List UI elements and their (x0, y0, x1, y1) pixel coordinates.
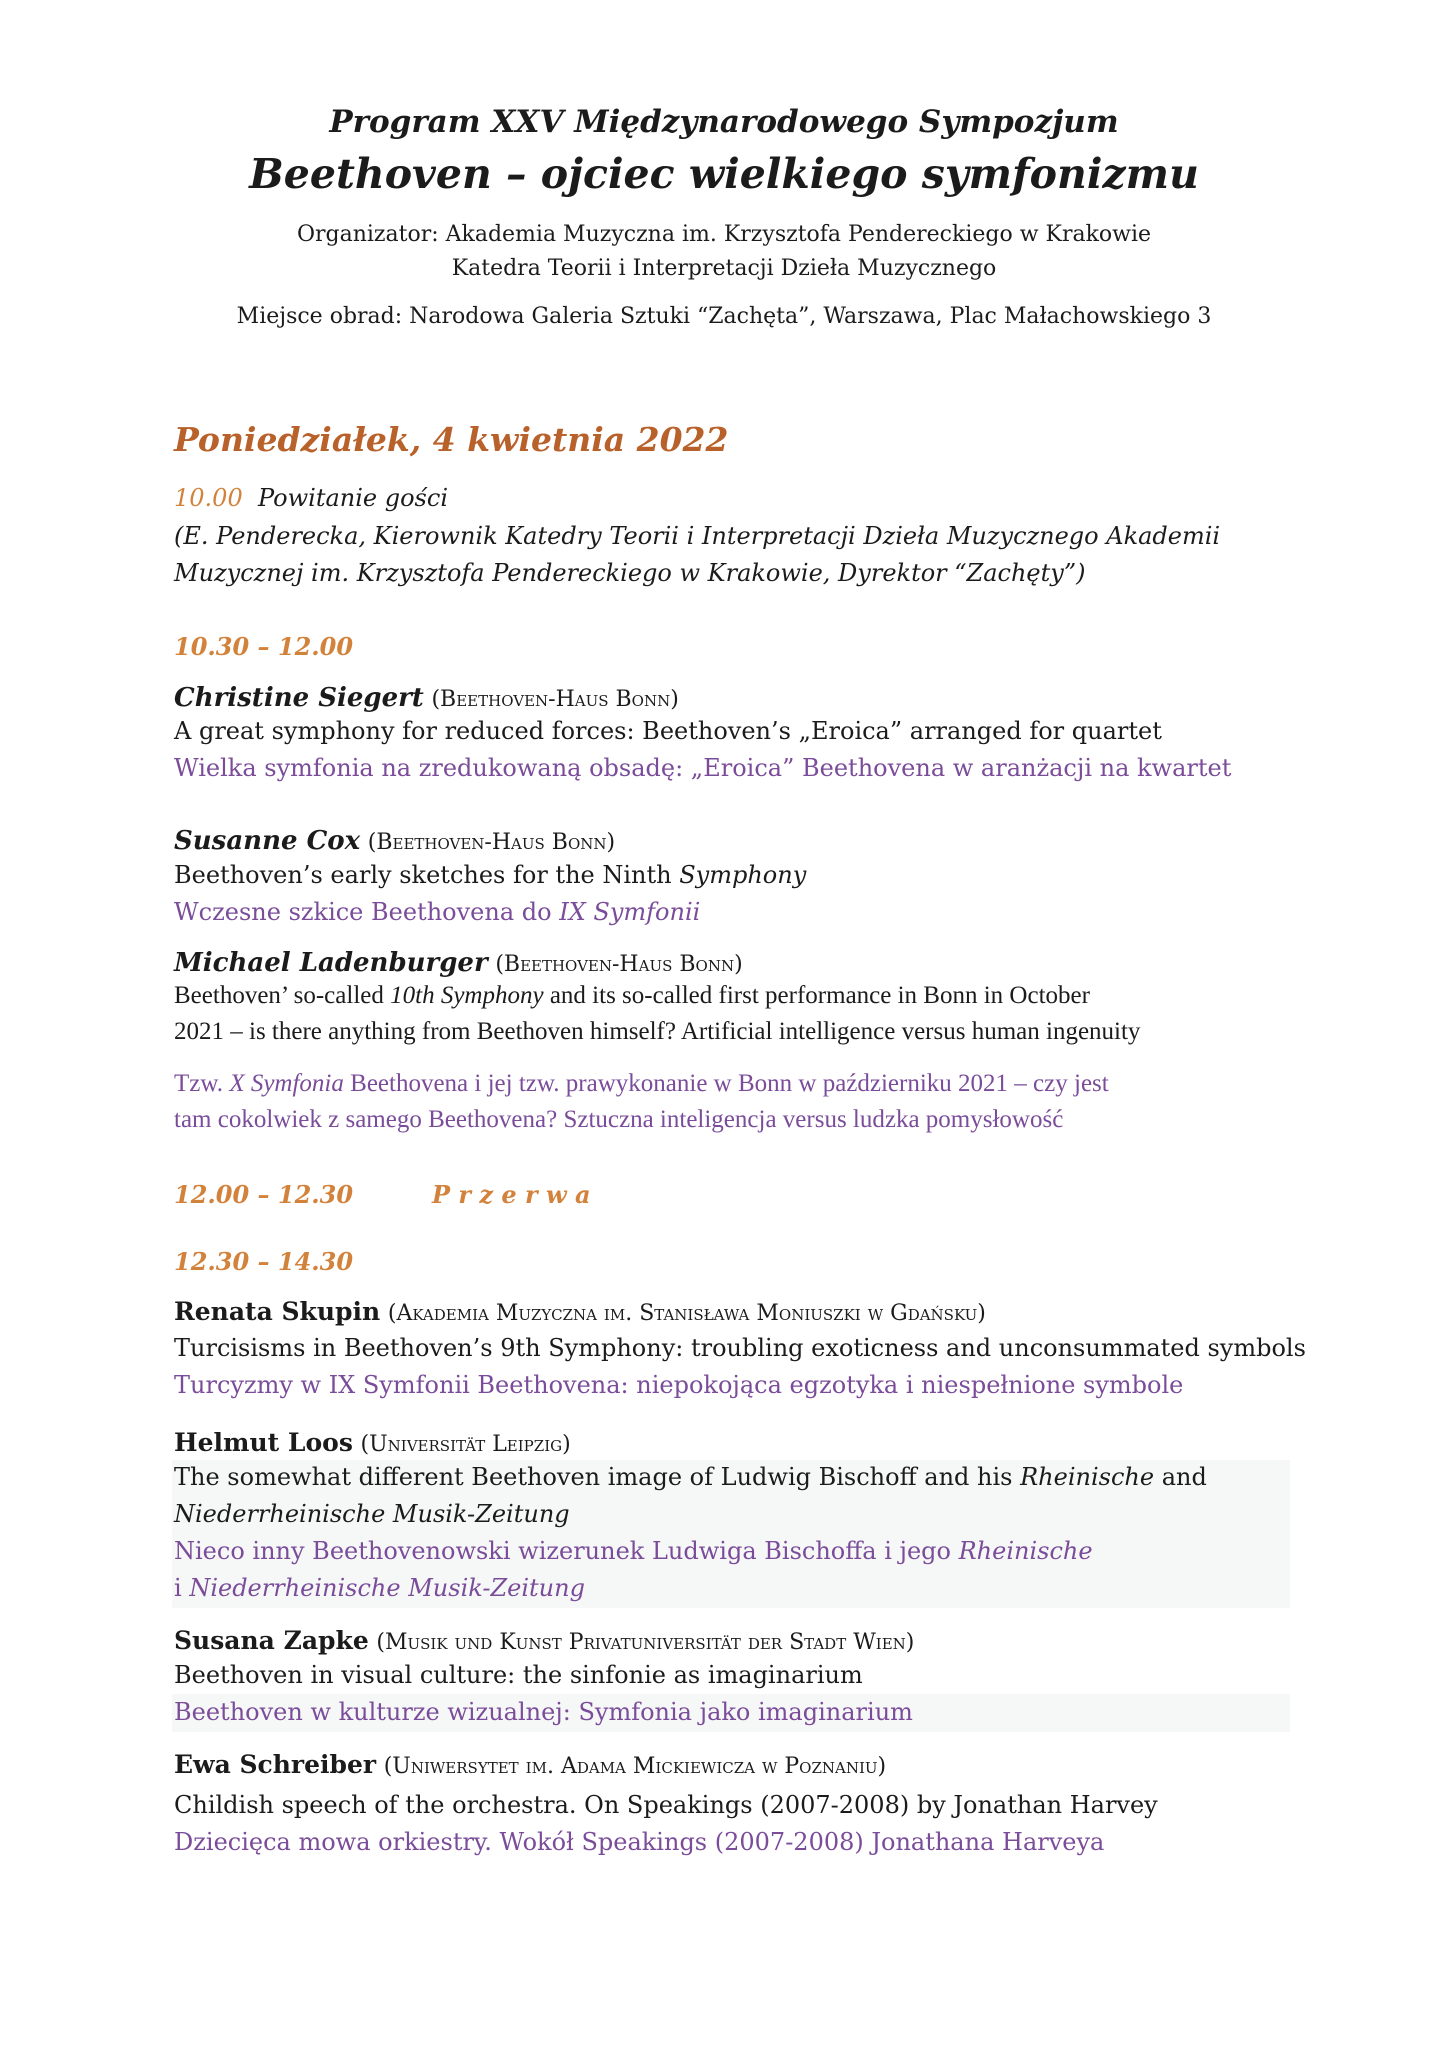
talk-title-pl-text: Wczesne szkice Beethovena do (174, 898, 560, 926)
break-label: P r z e r w a (432, 1180, 591, 1209)
speaker-name: Susana Zapke (174, 1626, 369, 1655)
talk-title-en: Childish speech of the orchestra. On Speakings (2007-2008) by Jonathan Harvey (174, 1791, 1158, 1819)
speaker-affiliation: (Universität Leipzig) (360, 1432, 571, 1457)
venue-line: Miejsce obrad: Narodowa Galeria Sztuki “Zachęta”, Warszawa, Plac Małachowskiego 3 (236, 304, 1212, 329)
speaker-row (174, 826, 1304, 856)
department-line: Katedra Teorii i Interpretacji Dzieła Muzycznego (451, 256, 997, 281)
speaker-row (174, 1428, 1304, 1457)
talk-title-en-text: Beethoven’s early sketches for the Ninth (174, 861, 680, 889)
welcome-title: Powitanie gości (257, 484, 448, 512)
talk-title-en-text: and its so-called first performance in Bonn in October (543, 982, 1090, 1009)
talk-title-pl-line1 (174, 1537, 1304, 1565)
talk-title-pl-italic: X Symfonia (229, 1070, 344, 1097)
talk-title-en-italic: Symphony (679, 861, 807, 889)
talk-title-pl-text: i (174, 1574, 190, 1602)
talk-title-en-text: The somewhat different Beethoven image of Ludwig Bischoff and his (174, 1463, 1021, 1491)
speaker-affiliation: (Beethoven-Haus Bonn) (367, 830, 616, 855)
speaker-affiliation: (Akademia Muzyczna im. Stanisława Moniuszki w Gdańsku) (387, 1301, 986, 1326)
talk-title-pl-line2 (174, 1574, 1304, 1602)
speaker-row (174, 1297, 1304, 1326)
speaker-row (174, 1750, 1304, 1779)
welcome-time: 10.00 (174, 484, 243, 512)
speaker-row (174, 683, 1304, 713)
speaker-affiliation: (Beethoven-Haus Bonn) (495, 952, 743, 977)
break-row (174, 1180, 1304, 1209)
symposium-theme: Beethoven – ojciec wielkiego symfonizmu (249, 150, 1199, 198)
session1-time: 10.30 – 12.00 (174, 632, 354, 661)
talk-title-pl-italic: Rheinische (958, 1537, 1093, 1565)
speaker-affiliation: (Uniwersytet im. Adama Mickiewicza w Poznaniu) (383, 1754, 887, 1779)
break-time: 12.00 – 12.30 (174, 1180, 354, 1209)
speaker-row (174, 1626, 1304, 1655)
talk-title-en-line2: Niederrheinische Musik-Zeitung (174, 1500, 570, 1528)
talk-title-en-line1 (174, 1463, 1304, 1491)
talk-title-en: Turcisisms in Beethoven’s 9th Symphony: troubling exoticness and unconsummated symbols (174, 1334, 1306, 1362)
speaker-affiliation: (Beethoven-Haus Bonn) (431, 687, 679, 712)
talk-title-en-italic: Rheinische (1020, 1463, 1155, 1491)
welcome-note-line1: (E. Penderecka, Kierownik Katedry Teorii i Interpretacji Dzieła Muzycznego Akademii (174, 522, 1221, 550)
talk-title-en-text: and (1154, 1463, 1207, 1491)
talk-title-pl: Turcyzmy w IX Symfonii Beethovena: niepokojąca egzotyka i niespełnione symbole (174, 1371, 1184, 1399)
talk-title-pl-line2: tam cokolwiek z samego Beethovena? Sztuczna inteligencja versus ludzka pomysłowość (174, 1106, 1064, 1133)
day-heading: Poniedziałek, 4 kwietnia 2022 (174, 420, 729, 459)
talk-title-en (174, 861, 1304, 889)
talk-title-pl (174, 898, 1304, 926)
talk-title-pl: Dziecięca mowa orkiestry. Wokół Speakings (2007-2008) Jonathana Harveya (174, 1828, 1105, 1856)
session2-time: 12.30 – 14.30 (174, 1247, 354, 1276)
speaker-row (174, 948, 1304, 978)
welcome-row (174, 484, 1304, 512)
organizer-line: Organizator: Akademia Muzyczna im. Krzysztofa Pendereckiego w Krakowie (296, 222, 1152, 247)
talk-title-pl-text: Tzw. (174, 1070, 230, 1097)
speaker-name: Susanne Cox (174, 826, 361, 856)
talk-title-pl-italic: IX Symfonii (559, 898, 701, 926)
speaker-name: Renata Skupin (174, 1297, 381, 1326)
speaker-name: Ewa Schreiber (174, 1750, 377, 1779)
talk-title-pl-text: Beethovena i jej tzw. prawykonanie w Bonn w październiku 2021 – czy jest (343, 1070, 1109, 1097)
talk-title-en-italic: 10th Symphony (390, 982, 544, 1009)
talk-title-en-line2: 2021 – is there anything from Beethoven himself? Artificial intelligence versus human ingenuity (174, 1018, 1141, 1045)
symposium-title: Program XXV Międzynarodowego Sympozjum (329, 104, 1119, 140)
speaker-name: Helmut Loos (174, 1428, 353, 1457)
talk-title-pl: Wielka symfonia na zredukowaną obsadę: „Eroica” Beethovena w aranżacji na kwartet (174, 754, 1232, 782)
talk-title-en: Beethoven in visual culture: the sinfonie as imaginarium (174, 1661, 863, 1689)
talk-title-en: A great symphony for reduced forces: Beethoven’s „Eroica” arranged for quartet (174, 717, 1162, 745)
speaker-name: Christine Siegert (174, 683, 424, 713)
talk-title-en-text: Beethoven’ so-called (174, 982, 391, 1009)
welcome-note-line2: Muzycznej im. Krzysztofa Pendereckiego w Krakowie, Dyrektor “Zachęty”) (174, 559, 1086, 587)
speaker-name: Michael Ladenburger (174, 948, 488, 978)
talk-title-pl-line1 (174, 1070, 1304, 1098)
speaker-affiliation: (Musik und Kunst Privatuniversität der Stadt Wien) (376, 1630, 915, 1655)
talk-title-pl: Beethoven w kulturze wizualnej: Symfonia jako imaginarium (174, 1698, 913, 1726)
talk-title-en-line1 (174, 982, 1304, 1010)
talk-title-pl-text: Nieco inny Beethovenowski wizerunek Ludwiga Bischoffa i jego (174, 1537, 959, 1565)
talk-title-pl-italic: Niederrheinische Musik-Zeitung (189, 1574, 585, 1602)
